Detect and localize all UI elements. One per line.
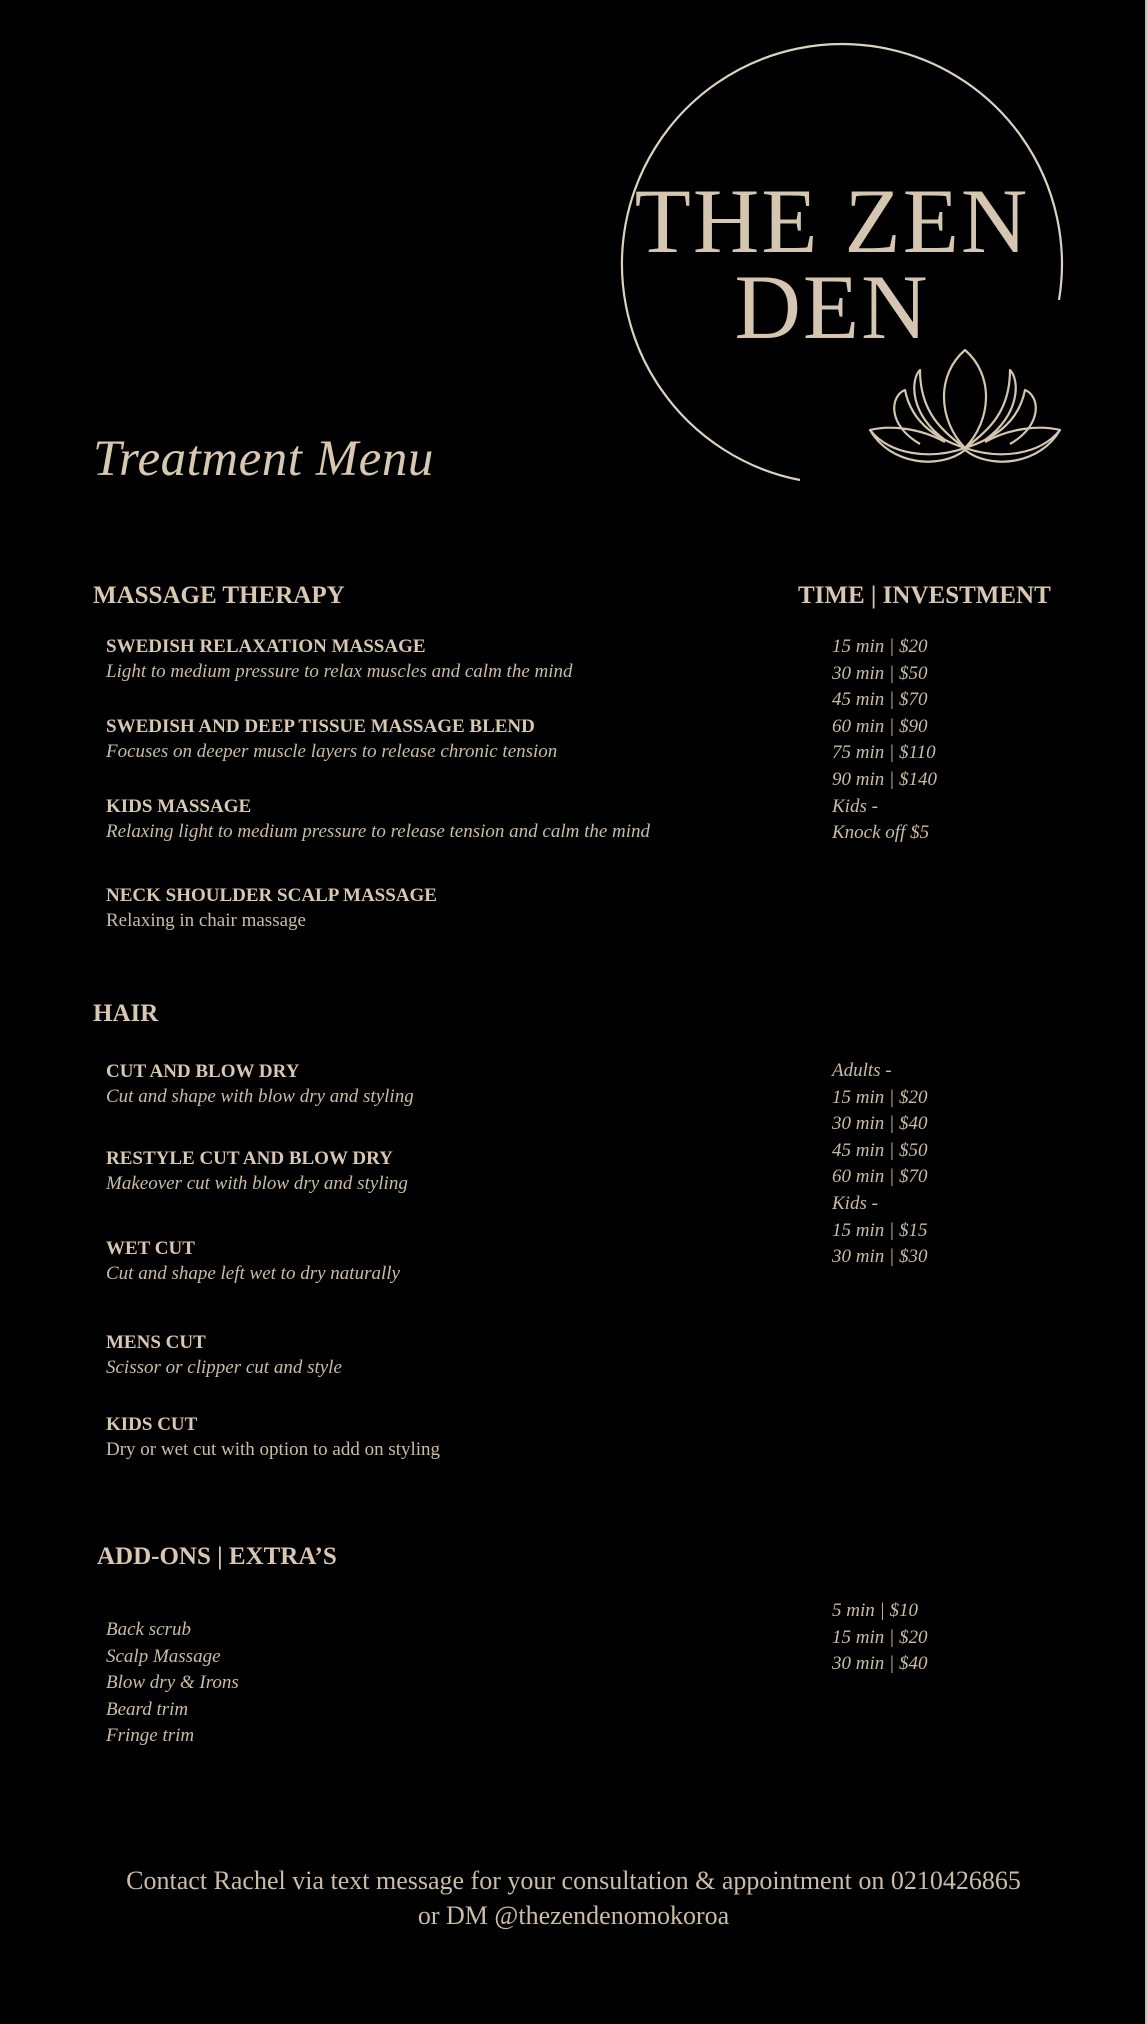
price-line: 15 min | $20 [832, 1626, 928, 1648]
hair-heading: HAIR [93, 1000, 159, 1027]
item-name: SWEDISH RELAXATION MASSAGE [106, 636, 426, 657]
price-line: 30 min | $30 [832, 1246, 928, 1268]
contact-info [0, 1863, 1147, 1933]
menu-item [106, 716, 557, 763]
menu-item [106, 1148, 408, 1195]
price-line: Knock off $5 [832, 822, 930, 844]
price-line: 90 min | $140 [832, 768, 937, 790]
item-name: RESTYLE CUT AND BLOW DRY [106, 1148, 393, 1169]
item-description: Makeover cut with blow dry and styling [106, 1173, 408, 1194]
massage-price-list [832, 634, 937, 847]
item-description: Cut and shape with blow dry and styling [106, 1086, 414, 1107]
price-line: Kids - [832, 1192, 878, 1214]
item-description: Light to medium pressure to relax muscles and calm the mind [106, 661, 573, 682]
addons-list [106, 1617, 239, 1750]
addon-item: Scalp Massage [106, 1645, 221, 1667]
menu-item [106, 1061, 414, 1108]
menu-item [106, 1414, 440, 1461]
item-description: Relaxing light to medium pressure to release tension and calm the mind [106, 821, 651, 842]
brand-line-2: DEN [734, 256, 930, 358]
addons-heading: ADD-ONS | EXTRA’S [97, 1543, 337, 1570]
item-description: Scissor or clipper cut and style [106, 1357, 342, 1378]
menu-item [106, 1238, 400, 1285]
item-description: Dry or wet cut with option to add on styling [106, 1439, 441, 1460]
addons-price-list [832, 1598, 927, 1678]
addon-item: Blow dry & Irons [106, 1672, 239, 1694]
price-line: 45 min | $70 [832, 689, 928, 711]
hair-price-list [832, 1058, 927, 1271]
item-name: NECK SHOULDER SCALP MASSAGE [106, 885, 437, 906]
price-line: 15 min | $15 [832, 1219, 928, 1241]
item-name: MENS CUT [106, 1332, 206, 1353]
price-line: Kids - [832, 795, 878, 817]
menu-item [106, 885, 437, 932]
menu-item [106, 796, 650, 843]
price-line: 75 min | $110 [832, 742, 936, 764]
item-name: CUT AND BLOW DRY [106, 1061, 300, 1082]
price-line: Adults - [832, 1060, 892, 1081]
addon-item: Back scrub [106, 1619, 191, 1640]
item-description: Focuses on deeper muscle layers to release chronic tension [106, 741, 558, 762]
menu-item [106, 636, 573, 683]
brand-line-1: THE ZEN [634, 170, 1030, 272]
massage-heading: MASSAGE THERAPY [93, 582, 345, 609]
price-line: 30 min | $40 [832, 1113, 928, 1135]
price-line: 30 min | $50 [832, 662, 928, 684]
item-description: Cut and shape left wet to dry naturally [106, 1263, 400, 1284]
addon-item: Fringe trim [106, 1725, 195, 1747]
item-name: SWEDISH AND DEEP TISSUE MASSAGE BLEND [106, 716, 535, 737]
price-line: 5 min | $10 [832, 1600, 918, 1621]
page-title: Treatment Menu [93, 431, 434, 487]
contact-line-2: or DM @thezendenomokoroa [417, 1901, 730, 1930]
zen-den-logo [600, 30, 1090, 500]
contact-line-1: Contact Rachel via text message for your consultation & appointment on 0210426865 [126, 1866, 1021, 1895]
price-line: 15 min | $20 [832, 636, 928, 657]
item-name: KIDS CUT [106, 1414, 198, 1435]
time-investment-heading: TIME | INVESTMENT [798, 582, 1051, 609]
price-line: 15 min | $20 [832, 1086, 928, 1108]
item-name: KIDS MASSAGE [106, 796, 252, 817]
item-name: WET CUT [106, 1238, 195, 1259]
price-line: 60 min | $70 [832, 1166, 928, 1188]
lotus-icon [870, 350, 1060, 462]
addon-item: Beard trim [106, 1698, 189, 1720]
item-description: Relaxing in chair massage [106, 910, 306, 931]
menu-item [106, 1332, 342, 1379]
price-line: 30 min | $40 [832, 1653, 928, 1675]
price-line: 45 min | $50 [832, 1139, 928, 1161]
price-line: 60 min | $90 [832, 715, 928, 737]
